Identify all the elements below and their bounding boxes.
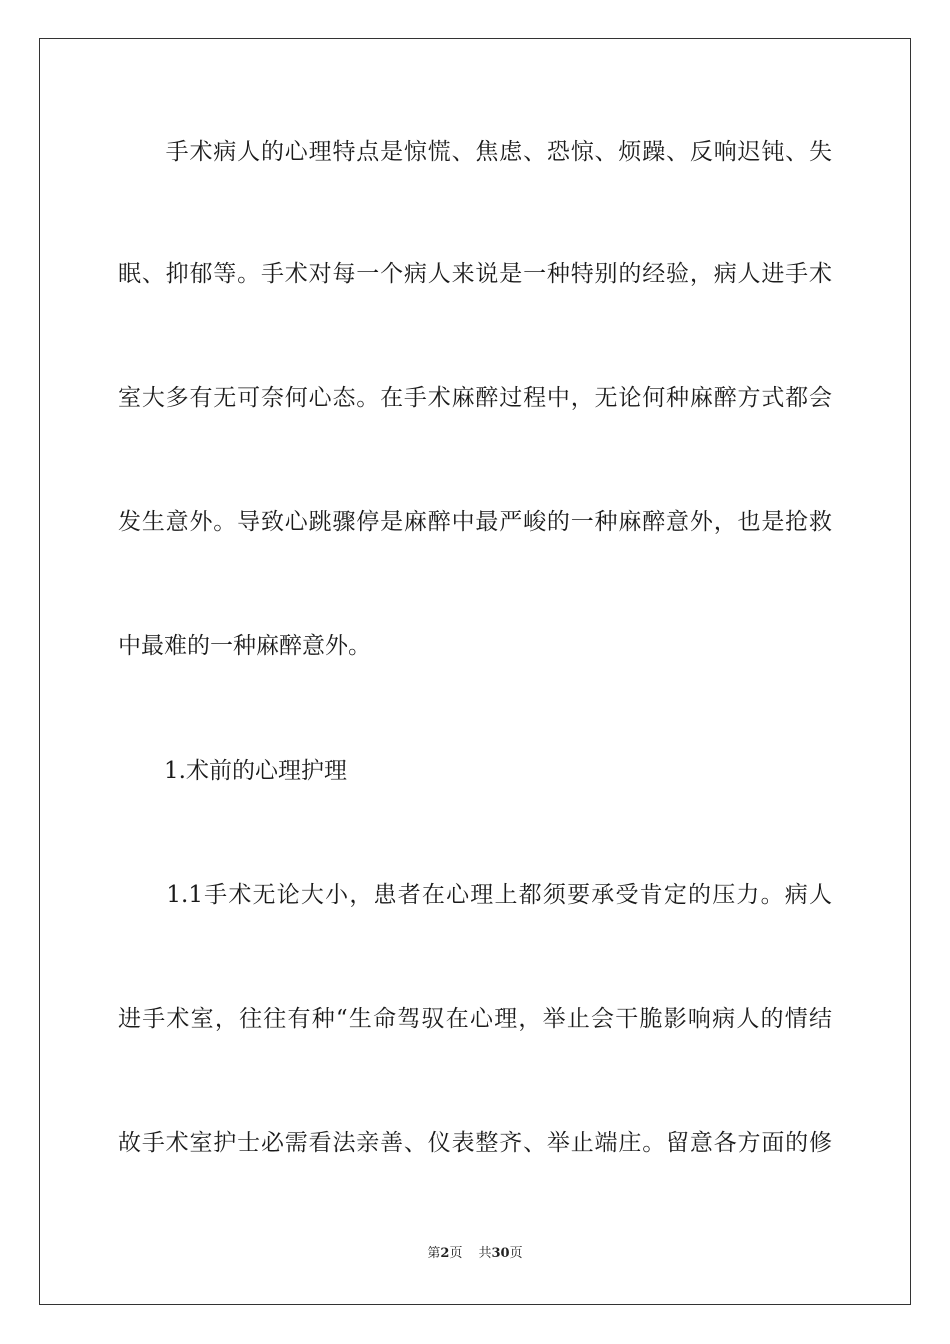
paragraph-1-line-3: 室大多有无可奈何心态。在手术麻醉过程中，无论何种麻醉方式都会 <box>118 385 832 411</box>
paragraph-1-line-2: 眠、抑郁等。手术对每一个病人来说是一种特别的经验，病人进手术 <box>118 261 832 287</box>
section-heading: 1.术前的心理护理 <box>118 758 347 784</box>
paragraph-2-line-1: 1.1手术无论大小，患者在心理上都须要承受肯定的压力。病人 <box>118 882 832 908</box>
footer-page-number: 2 <box>440 1246 450 1261</box>
footer-total-prefix: 共 <box>478 1246 492 1261</box>
footer-total-suffix: 页 <box>509 1246 523 1261</box>
paragraph-1-line-4: 发生意外。导致心跳骤停是麻醉中最严峻的一种麻醉意外，也是抢救 <box>118 509 832 535</box>
page-footer <box>0 1245 950 1263</box>
footer-total-pages: 30 <box>491 1246 510 1261</box>
paragraph-2-line-3: 故手术室护士必需看法亲善、仪表整齐、举止端庄。留意各方面的修 <box>118 1130 832 1156</box>
footer-page-prefix: 第 <box>427 1246 441 1261</box>
footer-page-suffix: 页 <box>449 1246 463 1261</box>
paragraph-1-line-5: 中最难的一种麻醉意外。 <box>118 633 371 659</box>
page-border <box>39 38 911 1305</box>
paragraph-1-line-1: 手术病人的心理特点是惊慌、焦虑、恐惊、烦躁、反响迟钝、失 <box>118 139 832 165</box>
paragraph-2-line-2: 进手术室，往往有种“生命驾驭在心理，举止会干脆影响病人的情结 <box>118 1006 832 1032</box>
